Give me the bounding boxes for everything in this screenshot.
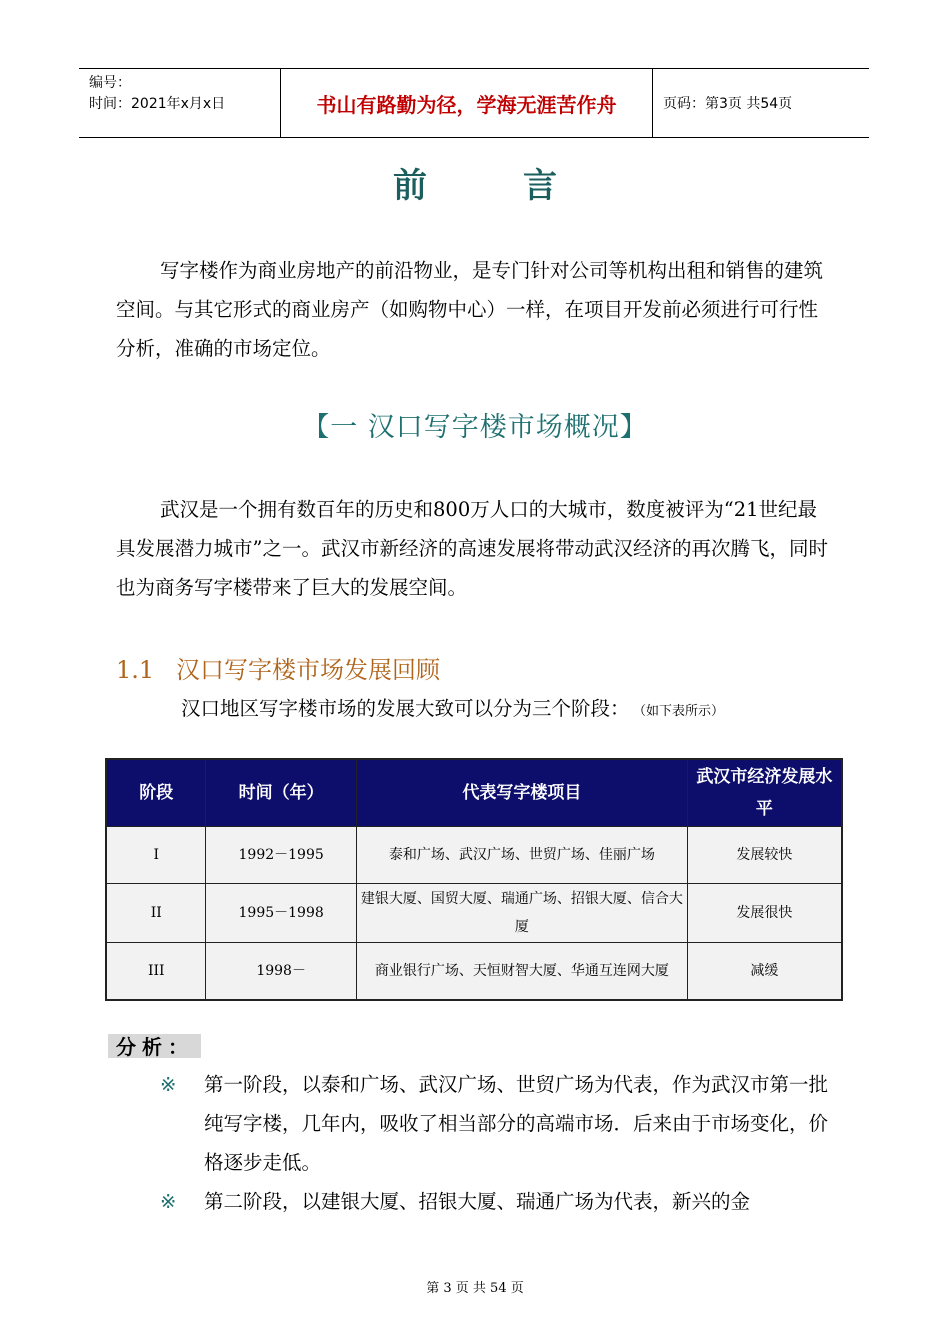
analysis-label: 分析： bbox=[108, 1034, 201, 1058]
table-cell: 发展较快 bbox=[688, 827, 841, 883]
bullet-text: 第一阶段，以泰和广场、武汉广场、世贸广场为代表，作为武汉市第一批纯写字楼，几年内，吸收了相当部分的高端市场．后来由于市场变化，价格逐步走低。 bbox=[204, 1073, 829, 1174]
number-label: 编号： bbox=[89, 75, 131, 91]
table-cell: 泰和广场、武汉广场、世贸广场、佳丽广场 bbox=[357, 827, 687, 883]
table-note: （如下表所示） bbox=[639, 704, 725, 719]
table-cell: 减缓 bbox=[688, 943, 841, 999]
reference-mark-icon: ※ bbox=[160, 1190, 177, 1213]
table-header-cell: 时间（年） bbox=[206, 760, 355, 826]
table-intro bbox=[181, 693, 724, 721]
header-page-code: 页码：第3页 共54页 bbox=[663, 96, 793, 112]
table-row bbox=[107, 943, 841, 999]
table-row bbox=[107, 884, 841, 942]
table-header-row bbox=[107, 760, 841, 826]
table-cell: 商业银行广场、天恒财智大厦、华通互连网大厦 bbox=[357, 943, 687, 999]
reference-mark-icon: ※ bbox=[160, 1073, 177, 1096]
table-cell: I bbox=[107, 827, 205, 883]
subsection-heading bbox=[116, 650, 440, 685]
stages-table bbox=[105, 758, 843, 1001]
subsection-title: 汉口写字楼市场发展回顾 bbox=[176, 656, 440, 684]
time-label: 时间：2021年x月x日 bbox=[89, 96, 226, 112]
table-cell: 1995－1998 bbox=[206, 884, 355, 942]
table-row bbox=[107, 827, 841, 883]
table-cell: 1992－1995 bbox=[206, 827, 355, 883]
table-cell: 发展很快 bbox=[688, 884, 841, 942]
header-motto: 书山有路勤为径，学海无涯苦作舟 bbox=[281, 69, 653, 137]
table-cell: 1998－ bbox=[206, 943, 355, 999]
section-paragraph: 武汉是一个拥有数百年的历史和800万人口的大城市，数度被评为“21世纪最具发展潜力城市”之一。武汉市新经济的高速发展将带动武汉经济的再次腾飞，同时也为商务写字楼带来了巨大的发展空间。 bbox=[116, 498, 828, 599]
table-intro-text: 汉口地区写字楼市场的发展大致可以分为三个阶段： bbox=[181, 697, 630, 720]
table-cell: 建银大厦、国贸大厦、瑞通广场、招银大厦、信合大厦 bbox=[357, 884, 687, 942]
table-header-cell: 武汉市经济发展水平 bbox=[688, 760, 841, 826]
page-footer: 第 3 页 共 54 页 bbox=[426, 1281, 524, 1296]
header-meta bbox=[79, 69, 281, 137]
page-title: 前言 bbox=[393, 166, 653, 206]
table-header-cell: 阶段 bbox=[107, 760, 205, 826]
page-header bbox=[79, 68, 869, 138]
table-header-cell: 代表写字楼项目 bbox=[357, 760, 687, 826]
bullet-text: 第二阶段，以建银大厦、招银大厦、瑞通广场为代表，新兴的金 bbox=[204, 1190, 751, 1213]
table-cell: II bbox=[107, 884, 205, 942]
bullet-item bbox=[160, 1065, 834, 1182]
subsection-number: 1.1 bbox=[116, 656, 155, 684]
section-title: 【一 汉口写字楼市场概况】 bbox=[302, 412, 648, 443]
intro-paragraph: 写字楼作为商业房地产的前沿物业，是专门针对公司等机构出租和销售的建筑空间。与其它形式的商业房产（如购物中心）一样，在项目开发前必须进行可行性分析，准确的市场定位。 bbox=[116, 259, 824, 360]
bullet-item bbox=[160, 1182, 834, 1221]
table-cell: III bbox=[107, 943, 205, 999]
